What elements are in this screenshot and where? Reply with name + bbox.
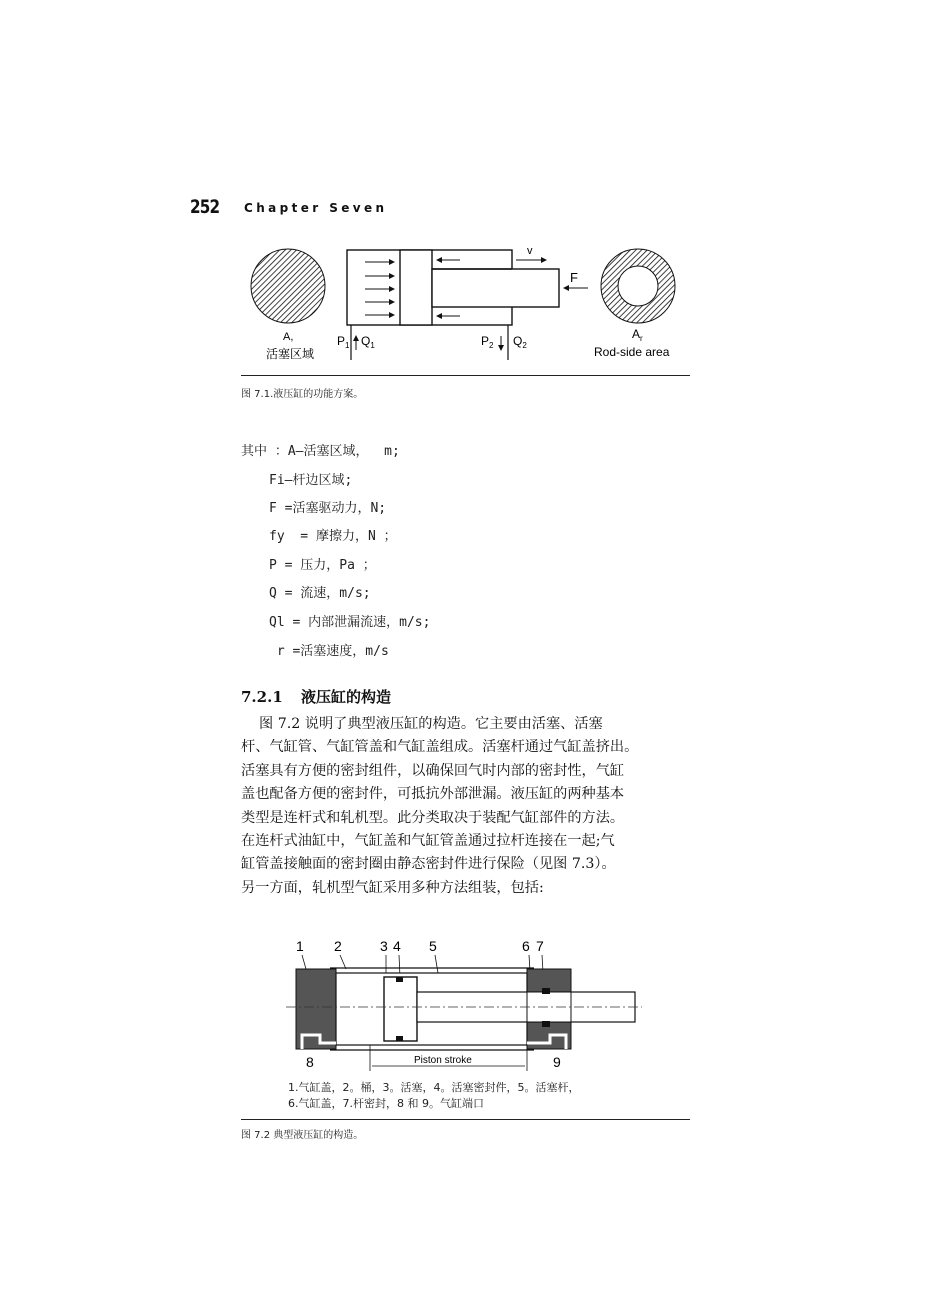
piston-area-label: A, xyxy=(283,331,294,343)
figure-7-2-diagram xyxy=(280,935,650,1075)
part-number: 4 xyxy=(393,938,401,954)
definition-line: Fi—杆边区域; xyxy=(269,473,353,488)
paragraph-line: 图 7.2 说明了典型液压缸的构造。它主要由活塞、活塞 xyxy=(241,716,603,732)
figure-7-2-legend-line: 1.气缸盖，2。桶，3。活塞，4。活塞密封件，5。活塞杆， xyxy=(288,1081,580,1094)
page-number: 252 xyxy=(190,196,220,218)
definition-line: r =活塞速度，m/s xyxy=(269,644,389,659)
chapter-title: Chapter Seven xyxy=(244,201,388,215)
definition-line: F =活塞驱动力，N; xyxy=(269,501,387,516)
part-number: 2 xyxy=(334,938,342,954)
q2-sub: 2 xyxy=(522,341,527,350)
definition-line: 其中 ：A—活塞区域， m; xyxy=(241,444,400,459)
part-number: 3 xyxy=(380,938,388,954)
svg-text:P2 xyxy=(481,334,494,350)
paragraph-line: 在连杆式油缸中，气缸盖和气缸管盖通过拉杆连接在一起;气 xyxy=(241,833,615,850)
q2-label: Q xyxy=(513,334,523,348)
part-number: 6 xyxy=(522,938,530,954)
figure-7-1-diagram xyxy=(240,238,700,368)
piston-block xyxy=(384,977,417,1041)
piston xyxy=(400,250,432,325)
figure-7-2-caption: 图 7.2 典型液压缸的构造。 xyxy=(241,1130,364,1141)
rod-area-text: Rod-side area xyxy=(594,345,670,359)
definition-line: P = 压力，Pa ； xyxy=(269,558,376,573)
body-paragraph xyxy=(241,713,693,900)
definition-line: fy = 摩擦力，N ； xyxy=(269,529,397,544)
part-number: 5 xyxy=(429,938,437,954)
figure-7-2-rule xyxy=(241,1119,690,1120)
p2-label: P xyxy=(481,334,490,348)
piston-area-cn-label: 活塞区域 xyxy=(266,347,315,361)
part-number: 7 xyxy=(536,938,544,954)
definition-line: Ql = 内部泄漏流速，m/s; xyxy=(269,615,431,630)
svg-text:Q2 xyxy=(513,334,527,350)
piston-rod xyxy=(432,269,559,307)
paragraph-line: 缸管盖接触面的密封圈由静态密封件进行保险（见图 7.3）。 xyxy=(241,856,616,873)
rod-seal xyxy=(542,988,550,994)
figure-7-1-rule xyxy=(241,375,690,376)
paragraph-line: 盖也配备方便的密封件，可抵抗外部泄漏。液压缸的两种基本 xyxy=(241,786,625,803)
section-number: 7.2.1 xyxy=(241,688,283,706)
p1-sub: 1 xyxy=(345,341,350,350)
velocity-label: v xyxy=(527,245,533,257)
p2-sub: 2 xyxy=(489,341,494,350)
q1-label: Q xyxy=(361,334,371,348)
q1-sub: 1 xyxy=(370,341,375,350)
definition-line: Q = 流速，m/s; xyxy=(269,586,371,601)
p1-label: P xyxy=(337,334,346,348)
figure-7-2-legend-line: 6.气缸盖，7.杆密封，8 和 9。气缸端口 xyxy=(288,1097,484,1110)
paragraph-line: 另一方面，轧机型气缸采用多种方法组装，包括: xyxy=(241,879,544,896)
force-label: F xyxy=(570,270,578,285)
part-number: 1 xyxy=(296,938,304,954)
paragraph-line: 杆、气缸管、气缸管盖和气缸盖组成。活塞杆通过气缸盖挤出。 xyxy=(241,739,639,756)
figure-7-1-caption: 图 7.1.液压缸的功能方案。 xyxy=(241,389,364,400)
paragraph-line: 类型是连杆式和轧机型。此分类取决于装配气缸部件的方法。 xyxy=(241,809,625,826)
svg-text:P1 xyxy=(337,334,350,350)
piston-area-circle xyxy=(251,249,325,323)
section-heading xyxy=(241,686,391,707)
rod-area-label: A xyxy=(632,327,641,341)
rod-area-sub: r xyxy=(640,334,643,343)
part-number: 9 xyxy=(553,1054,561,1070)
part-number: 8 xyxy=(306,1054,314,1070)
svg-text:Ar xyxy=(632,327,643,343)
section-title: 液压缸的构造 xyxy=(301,688,392,706)
paragraph-line: 活塞具有方便的密封组件，以确保回气时内部的密封性，气缸 xyxy=(241,762,625,779)
piston-seal xyxy=(396,977,403,982)
svg-text:Q1 xyxy=(361,334,375,350)
piston-stroke-label: Piston stroke xyxy=(414,1055,472,1066)
